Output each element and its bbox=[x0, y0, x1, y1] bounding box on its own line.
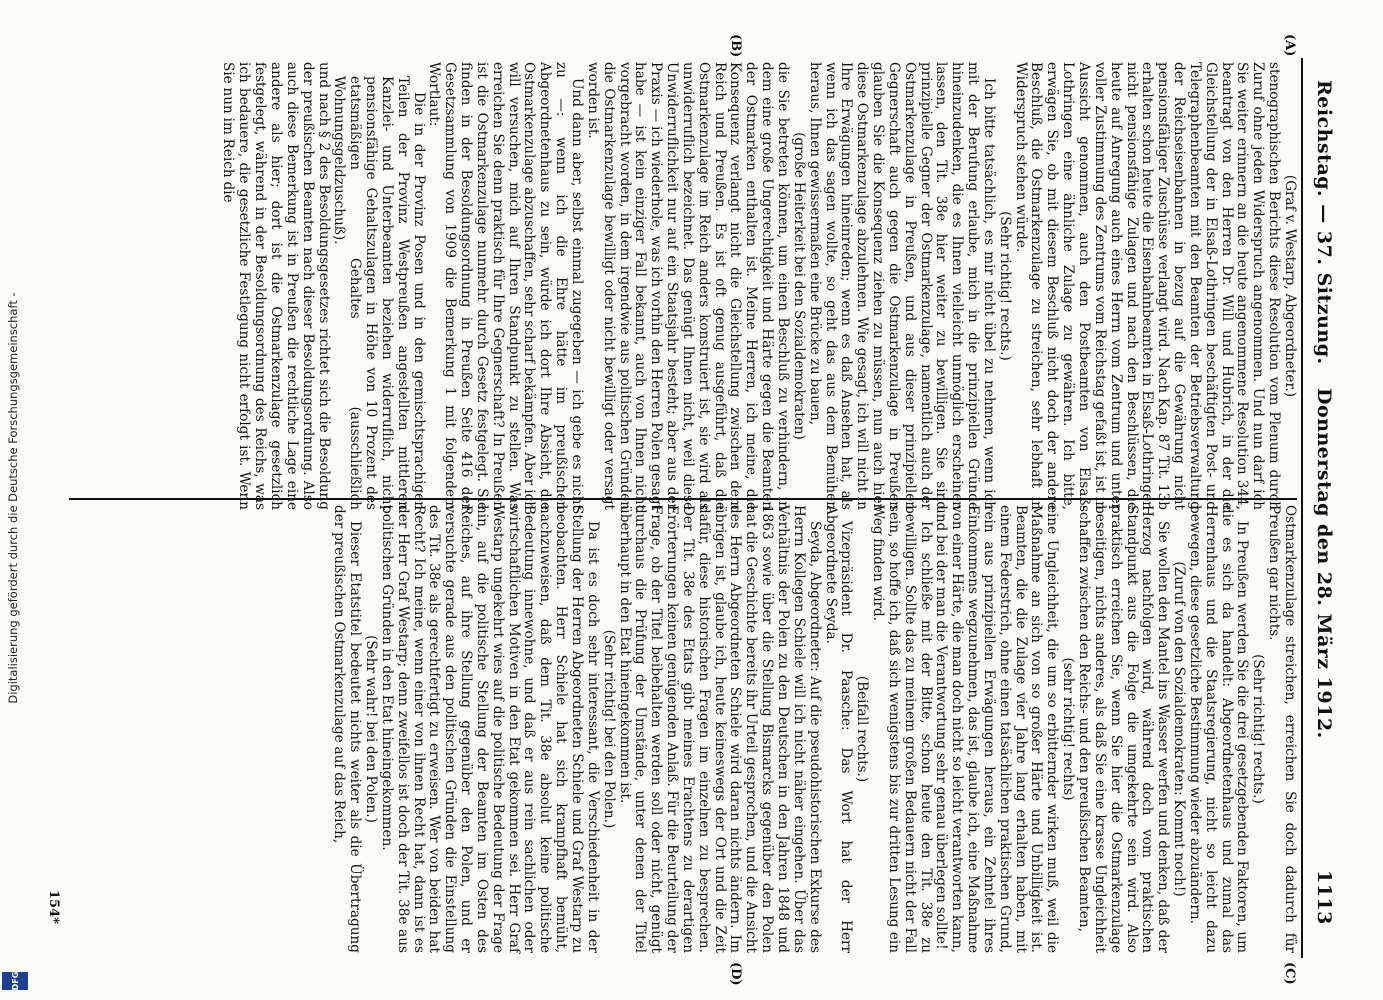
interjection: (Beifall rechts.) bbox=[854, 675, 871, 783]
page-number: 1113 bbox=[1313, 870, 1335, 925]
margin-letter-c: (C) bbox=[1282, 962, 1297, 985]
interjection: (Sehr richtig! rechts.) bbox=[1250, 654, 1267, 804]
margin-letter-a: (A) bbox=[1282, 34, 1297, 57]
header-session: Reichstag. — 37. Sitzung. bbox=[1313, 80, 1335, 365]
dfg-logo: DFG bbox=[2, 972, 28, 990]
interjection: (Sehr richtig! bei den Polen.) bbox=[600, 629, 617, 829]
interjection: (sehr richtig! rechts) bbox=[1060, 657, 1077, 801]
interjection: (Sehr wahr! bei den Polen.) bbox=[363, 635, 380, 823]
text-column-left bbox=[7, 62, 1297, 510]
paragraph: Ich schließe mit der Bitte, schon heute den Tit. 38e zu bewilligen. Sollte das zu meinem großen Bedauern nicht der Fall sein, so hoffe ich, daß sich wenigstens bis zur dritten Lesung ein Weg finden wird. bbox=[870, 505, 934, 953]
paragraph: Seyda, Abgeordneter: Auf die pseudohistorischen Exkurse des Herrn Kollegen Schiele will ich nicht näher eingehen. Über das Verhältnis der Polen zu den Deutschen in den Jahren 1848 und 1863 sowie über die Stellung Bismarcks gegenüber den Polen hat die Geschichte bereits ihr Urteil gesprochen, und die Ansicht des Herrn Abgeordneten Schiele wird daran nichts ändern. Im übrigen ist, glaube ich, heute keineswegs der Ort und die Zeit dafür, diese historischen Fragen im einzelnen zu besprechen. Der Tit. 38e des Etats gibt meines Erachtens zu derartigen Erörterungen keinen genügenden Anlaß. Für die Beurteilung der Frage, ob der Titel beibehalten werden soll oder nicht, genügt durchaus die Prüfung der Umstände, unter denen der Titel überhaupt in den Etat hineingekommen ist. bbox=[616, 505, 823, 953]
header-rule bbox=[1301, 58, 1303, 958]
margin-letter-d: (D) bbox=[728, 962, 743, 986]
paragraph: Ostmarkenzulage streichen, erreichen Sie doch dadurch für Preußen gar nichts. bbox=[1266, 505, 1298, 953]
paragraph: Da ist es doch sehr interessant, die Verschiedenheit in der Stellung der Herren Abgeordneten Schiele und Graf Westarp zu beobachten. Herr Schiele hat sich krampfhaft bemüht, nachzuweisen, daß dem Tit. 38e absolut keine politische Bedeutung innewohne, und daß er aus rein sachlichen oder wirtschaftlichen Motiven in den Etat gekommen sei. Herr Graf Westarp ungekehrt wies auf die politische Bedeutung der Frage hin, auf die politische Stellung der Beamten im Osten des Reiches, auf ihre Stellung gegenüber den Polen, und er versuchte gerade aus den politischen Gründen die Einstellung des Tit. 38e als gerechtfertigt zu erweisen. Wer von beiden hat Recht? Ich meine, wenn einer von ihnen Recht hat, dann ist es der Herr Graf Westarp; denn zweifellos ist doch der Tit. 38e aus politischen Gründen in den Etat hineingekommen. bbox=[378, 505, 601, 953]
paragraph: stenographischen Berichts diese Resolution vom Plenum durch Zuruf ohne jeden Widerspruch angenommen. Und nun darf ich Sie weiter erinnern an die heute angenommene Resolution 344, beantragt von den Herren Dr. Will und Hubrich, in der die Gleichstellung der in Elsaß-Lothringen beschäftigten Post- und Telegraphenbeamten mit den Beamten der Betriebsverwaltung der Reichseisenbahnen in bezug auf die Gewährung nicht pensionsfähiger Zuschüsse verlangt wird. Nach Kap. 87 Tit. 13b erhalten schon heute die Eisenbahnbeamten in Elsaß-Lothringen nicht pensionsfähige Zulagen und nach den Beschlüssen, die heute auf Anregung auch eines Herrn vom Zentrum und unter voller Zustimmung des Zentrums vom Reichstag gefaßt ist, ist in Aussicht genommen, auch den Postbeamten von Elsaß-Lothringen eine ähnliche Zulage zu gewähren. Ich bitte, erwägen Sie, ob mit diesem Beschluß nicht doch der andere Beschluß, die Ostmarkenzulage zu streichen, sehr lebhaft in Widerspruch stehen würde. bbox=[1012, 62, 1283, 510]
paragraph: Sie wollen den Mantel ins Wasser werfen und denken, daß der Herzog nachfolgen wird, während doch vom praktischen Standpunkt aus die Folge die umgekehrte sein wird. Also praktisch erreichen Sie, wenn Sie hier die Ostmarkenzulage beseitigen, nichts anderes, als daß Sie eine krasse Ungleichheit schaffen zwischen den Reichs- und den preußischen Beamten, bbox=[1076, 505, 1172, 953]
paragraph: eine Ungleichheit, die um so erbitternder wirken muß, weil die Maßnahme an sich von so großer Härte und Unbilligkeit ist. Beamten, die die Zulage vier Jahre lang erhalten haben, mit einem Federstrich, ohne einen tatsächlichen praktischen Grund, rein aus prinzipiellen Erwägungen heraus, ein Zehntel ihres Einkommens wegzunehmen, das ist, glaube ich, eine Maßnahme von einer Härte, die man doch nicht so leicht verantworten kann, und bei der man die Verantwortung sehr genau überlegen sollte! bbox=[933, 505, 1061, 953]
paragraph: und nach § 2 des Besoldungsgesetzes richtet sich die Besoldung der preußischen Beamten nach dieser Besoldungsordnung. Also auch diese Bemerkung ist in Preußen die rechtliche Lage eine andere als hier; dort ist die Ostmarkenzulage gesetzlich festgelegt, während in der Besoldungsordnung des Reichs, was ich bedauere, die gesetzliche Festlegung nicht erfolgt ist. Wenn Sie nun im Reich die bbox=[220, 62, 332, 510]
president-line: Vizepräsident Dr. Paasche: Das Wort hat der Herr Abgeordnete Seyda. bbox=[822, 505, 855, 953]
quotation: Die in der Provinz Posen und in den gemischtsprachigen Teilen der Provinz Westpreußen angestellten mittleren Kanzlei- und Unterbeamten beziehen widerruflich, nicht pensionsfähige Gehaltszulagen in Höhe von 10 Prozent des etatsmäßigen Gehaltes (ausschließlich Wohnungsgeldzuschuß). bbox=[331, 76, 427, 510]
signature-mark: 154* bbox=[46, 890, 61, 924]
interjection: (große Heiterkeit bei den Sozialdemokraten) bbox=[790, 132, 807, 440]
header-date: Donnerstag den 28. März 1912. bbox=[1313, 388, 1335, 739]
interjection: (Zuruf von den Sozialdemokraten: Kommt noch!) bbox=[1171, 561, 1188, 897]
margin-letter-b: (B) bbox=[728, 34, 743, 58]
funding-notice: Digitalisierung gefördert durch die Deutsche Forschungsgemeinschaft - bbox=[6, 292, 20, 704]
text-column-right bbox=[7, 505, 1297, 953]
paragraph: Ich bitte tatsächlich, es mir nicht übel zu nehmen, wenn ich mit der Berufung erlaube, mich in die prinzipiellen Gründe hineinzudenken, die es Ihnen vielleicht unmöglich erscheinen lassen, den Tit. 38e hier weiter zu bewilligen. Sie sind prinzipielle Gegner der Ostmarkenzulage, namentlich auch der Ostmarkenzulage in Preußen, und aus dieser prinzipiellen Gegnerschaft auch gegen die Ostmarkenzulage in Preußen glauben Sie die Konsequenz ziehen zu müssen, nun auch hier diese Ostmarkenzulage abzulehnen. Wie gesagt, ich will nicht in Ihre Erwägungen hineinreden; wenn es daß Ansehen hat, als wenn ich das sagen wollte, so geht das aus dem Bemühen heraus, Ihnen gewissermaßen eine Brücke zu bauen, bbox=[806, 62, 997, 510]
interjection: (Sehr richtig! rechts.) bbox=[996, 211, 1013, 361]
paragraph: In Preußen werden Sie die drei gesetzgebenden Faktoren, um die es sich da handelt: Abgeordnetenhaus und zumal das Herrenhaus und die Staatsregierung, nicht so leicht dazu bewegen, diese gesetzliche Bestimmung wieder abzuändern. bbox=[1186, 505, 1251, 953]
paragraph: Und dann aber, selbst einmal zugegeben — ich gebe es nicht zu —: wenn ich die Ehre hätte im preußischen Abgeordnetenhaus zu sein, würde ich dort Ihre Absicht, die Ostmarkenzulage abzuschaffen, sehr scharf bekämpfen. Aber ich will versuchen, mich auf Ihren Standpunkt zu stellen. Was erreichen Sie denn praktisch für Ihre Gegnerschaft? In Preußen ist die Ostmarkenzulage nunmehr durch Gesetz festgelegt. Sie finden in der Besoldungsordnung in Preußen Seite 416 der Gesetzsammlung von 1909 die Bemerkung 1 mit folgendem Wortlaut: bbox=[426, 62, 586, 510]
paragraph: die Sie betreten können, um einen Beschluß zu verhindern, in dem eine große Ungerechtigkeit und Härte gegen die Beamten der Ostmarken enthalten ist. Meine Herren, ich meine, die Konsequenz verlangt nicht die Gleichstellung zwischen dem Reich und Preußen. Es ist oft genug ausgeführt, daß die Ostmarkenzulage im Reich anders konstruiert ist, sie wird als unwiderruflich bezeichnet. Das genügt Ihnen nicht, weil diese Unwiderruflichkeit nur auf ein Staatsjahr besteht; aber aus der Praxis — ich wiederhole, was ich vorhin den Herren Polen gesagt habe — ist kein einziger Fall bekannt, auch von Ihnen nicht vorgebracht worden, in dem irgendwie aus politischen Gründen die Ostmarkenzulage bewilligt oder nicht bewilligt oder versagt worden ist. bbox=[584, 62, 791, 510]
speaker-line: (Graf v. Westarp, Abgeordneter.) bbox=[1282, 174, 1298, 398]
paragraph: Dieser Etatstitel bedeutet nichts weiter als die Übertragung der preußischen Ostmarkenzulage auf das Reich, bbox=[331, 505, 364, 953]
